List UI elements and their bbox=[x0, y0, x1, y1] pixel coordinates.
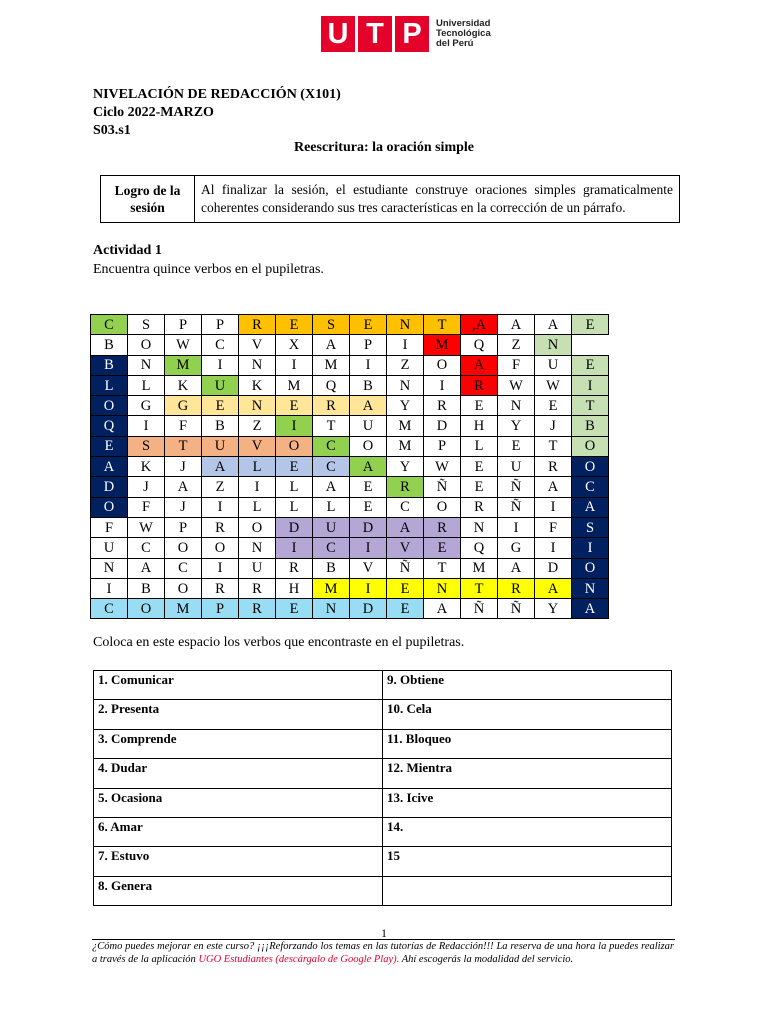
grid-cell: E bbox=[202, 396, 239, 416]
grid-cell: I bbox=[535, 497, 572, 517]
grid-cell: C bbox=[91, 599, 128, 619]
grid-cell: U bbox=[91, 538, 128, 558]
grid-cell: W bbox=[535, 375, 572, 395]
grid-cell: C bbox=[91, 315, 128, 335]
grid-cell: C bbox=[572, 477, 609, 497]
answer-cell[interactable]: 12. Mientra bbox=[383, 759, 672, 788]
grid-cell: O bbox=[239, 517, 276, 537]
answer-row bbox=[94, 817, 672, 846]
grid-cell: O bbox=[165, 578, 202, 598]
logo-letter-p: P bbox=[395, 16, 429, 52]
grid-cell: R bbox=[424, 517, 461, 537]
grid-cell: T bbox=[165, 436, 202, 456]
logro-label: Logro de la sesión bbox=[101, 176, 195, 222]
grid-cell: Ñ bbox=[498, 599, 535, 619]
grid-cell: L bbox=[91, 375, 128, 395]
grid-cell: O bbox=[128, 599, 165, 619]
grid-cell: R bbox=[498, 578, 535, 598]
grid-cell: L bbox=[313, 497, 350, 517]
grid-cell: O bbox=[424, 355, 461, 375]
answer-cell[interactable]: 7. Estuvo bbox=[94, 847, 383, 876]
grid-cell: D bbox=[424, 416, 461, 436]
answer-row bbox=[94, 847, 672, 876]
grid-cell: L bbox=[276, 477, 313, 497]
grid-cell: L bbox=[239, 497, 276, 517]
grid-cell: E bbox=[91, 436, 128, 456]
grid-cell: R bbox=[239, 315, 276, 335]
grid-cell: O bbox=[276, 436, 313, 456]
grid-cell: O bbox=[350, 436, 387, 456]
answer-cell[interactable]: 14. bbox=[383, 817, 672, 846]
grid-cell: P bbox=[202, 599, 239, 619]
grid-cell: Ñ bbox=[498, 477, 535, 497]
answer-cell[interactable]: 10. Cela bbox=[383, 700, 672, 729]
grid-cell: R bbox=[202, 517, 239, 537]
grid-cell: L bbox=[128, 375, 165, 395]
grid-cell: E bbox=[350, 497, 387, 517]
grid-cell: V bbox=[239, 436, 276, 456]
grid-cell: F bbox=[91, 517, 128, 537]
footer-note: ¿Cómo puedes mejorar en este curso? ¡¡¡Reforzando los temas en las tutorías de Redacción!!! La reserva de una hora la puedes realizar a través de la aplicación UGO Estudiantes (descárgalo de Google Play). Ahí escogerás la modalidad del servicio. bbox=[92, 941, 674, 965]
grid-cell: E bbox=[276, 315, 313, 335]
grid-cell: M bbox=[313, 355, 350, 375]
grid-cell: Z bbox=[387, 355, 424, 375]
grid-cell: B bbox=[313, 558, 350, 578]
activity-instruction: Encuentra quince verbos en el pupiletras. bbox=[93, 262, 324, 277]
grid-cell: P bbox=[424, 436, 461, 456]
grid-cell: C bbox=[202, 335, 239, 355]
ugo-app-link[interactable]: UGO Estudiantes (descárgalo de Google Play). bbox=[198, 954, 400, 965]
grid-cell: O bbox=[424, 497, 461, 517]
grid-cell: U bbox=[535, 355, 572, 375]
grid-cell: X bbox=[276, 335, 313, 355]
grid-row bbox=[91, 517, 609, 537]
grid-cell: M bbox=[387, 416, 424, 436]
grid-cell: N bbox=[572, 578, 609, 598]
grid-cell: E bbox=[350, 315, 387, 335]
grid-cell: I bbox=[128, 416, 165, 436]
grid-cell: Z bbox=[202, 477, 239, 497]
grid-row bbox=[91, 578, 609, 598]
grid-cell: S bbox=[572, 517, 609, 537]
grid-cell: N bbox=[239, 538, 276, 558]
grid-cell: A bbox=[424, 599, 461, 619]
answers-table bbox=[93, 670, 672, 906]
grid-cell: O bbox=[91, 396, 128, 416]
grid-cell: P bbox=[202, 315, 239, 335]
grid-cell: D bbox=[91, 477, 128, 497]
grid-cell: T bbox=[535, 436, 572, 456]
answer-row bbox=[94, 729, 672, 758]
grid-cell: C bbox=[313, 538, 350, 558]
grid-cell: O bbox=[165, 538, 202, 558]
grid-cell: H bbox=[461, 416, 498, 436]
cycle-label: Ciclo 2022-MARZO bbox=[93, 105, 214, 120]
grid-cell: P bbox=[350, 335, 387, 355]
grid-cell: M bbox=[313, 578, 350, 598]
grid-cell: S bbox=[128, 436, 165, 456]
grid-cell: V bbox=[350, 558, 387, 578]
grid-cell: J bbox=[128, 477, 165, 497]
grid-cell: C bbox=[387, 497, 424, 517]
grid-cell: I bbox=[202, 355, 239, 375]
grid-cell: A bbox=[165, 477, 202, 497]
grid-cell: W bbox=[128, 517, 165, 537]
grid-cell: H bbox=[276, 578, 313, 598]
grid-cell: N bbox=[239, 355, 276, 375]
grid-cell: W bbox=[424, 457, 461, 477]
university-name: Universidad Tecnológica del Perú bbox=[436, 18, 491, 49]
grid-cell: G bbox=[128, 396, 165, 416]
grid-cell: V bbox=[239, 335, 276, 355]
grid-cell: I bbox=[239, 477, 276, 497]
grid-cell: I bbox=[424, 375, 461, 395]
grid-cell: K bbox=[239, 375, 276, 395]
grid-row bbox=[91, 538, 609, 558]
answer-cell[interactable]: 9. Obtiene bbox=[383, 671, 672, 700]
grid-cell: I bbox=[572, 375, 609, 395]
grid-cell: Q bbox=[313, 375, 350, 395]
grid-cell: M bbox=[424, 335, 461, 355]
grid-cell: C bbox=[313, 436, 350, 456]
grid-cell: E bbox=[387, 599, 424, 619]
answer-cell[interactable]: 13. Icive bbox=[383, 788, 672, 817]
grid-cell: B bbox=[91, 335, 128, 355]
grid-cell: O bbox=[128, 335, 165, 355]
answer-row bbox=[94, 671, 672, 700]
grid-cell: I bbox=[91, 578, 128, 598]
grid-cell: M bbox=[387, 436, 424, 456]
grid-cell: J bbox=[535, 416, 572, 436]
grid-cell: R bbox=[387, 477, 424, 497]
grid-cell: K bbox=[128, 457, 165, 477]
grid-row bbox=[91, 558, 609, 578]
grid-cell: N bbox=[313, 599, 350, 619]
grid-row bbox=[91, 477, 609, 497]
grid-cell: B bbox=[572, 416, 609, 436]
grid-cell: A bbox=[202, 457, 239, 477]
grid-row bbox=[91, 457, 609, 477]
grid-cell: Ñ bbox=[387, 558, 424, 578]
grid-cell: D bbox=[276, 517, 313, 537]
grid-cell: R bbox=[424, 396, 461, 416]
grid-cell: Y bbox=[387, 457, 424, 477]
grid-cell: I bbox=[350, 355, 387, 375]
grid-cell: N bbox=[128, 355, 165, 375]
grid-cell: A bbox=[498, 315, 535, 335]
grid-cell: I bbox=[276, 538, 313, 558]
grid-cell: Q bbox=[91, 416, 128, 436]
grid-cell: I bbox=[276, 416, 313, 436]
grid-cell: R bbox=[461, 497, 498, 517]
grid-cell: U bbox=[350, 416, 387, 436]
grid-cell: B bbox=[350, 375, 387, 395]
grid-cell: O bbox=[572, 558, 609, 578]
grid-cell: F bbox=[165, 416, 202, 436]
grid-cell: S bbox=[128, 315, 165, 335]
grid-cell: A bbox=[535, 477, 572, 497]
answer-cell[interactable]: 8. Genera bbox=[94, 876, 383, 905]
grid-cell: K bbox=[165, 375, 202, 395]
grid-cell: A bbox=[535, 578, 572, 598]
grid-cell: E bbox=[461, 457, 498, 477]
grid-row bbox=[91, 375, 609, 395]
grid-cell: A bbox=[128, 558, 165, 578]
grid-cell: I bbox=[387, 335, 424, 355]
grid-cell: N bbox=[387, 375, 424, 395]
grid-cell: Y bbox=[535, 599, 572, 619]
grid-cell: B bbox=[202, 416, 239, 436]
grid-cell: A bbox=[350, 457, 387, 477]
grid-cell: Ñ bbox=[498, 497, 535, 517]
grid-cell: R bbox=[239, 599, 276, 619]
grid-cell: D bbox=[350, 599, 387, 619]
grid-cell: W bbox=[498, 375, 535, 395]
grid-cell: I bbox=[202, 558, 239, 578]
answer-cell[interactable]: 5. Ocasiona bbox=[94, 788, 383, 817]
grid-row bbox=[91, 497, 609, 517]
answers-instruction: Coloca en este espacio los verbos que encontraste en el pupiletras. bbox=[93, 635, 465, 650]
grid-cell: N bbox=[91, 558, 128, 578]
grid-cell: A bbox=[387, 517, 424, 537]
grid-row bbox=[91, 396, 609, 416]
grid-cell: C bbox=[128, 538, 165, 558]
grid-cell: J bbox=[165, 497, 202, 517]
grid-cell: R bbox=[276, 558, 313, 578]
grid-cell: I bbox=[350, 578, 387, 598]
grid-cell: I bbox=[276, 355, 313, 375]
grid-cell: I bbox=[535, 538, 572, 558]
grid-cell: N bbox=[461, 517, 498, 537]
grid-cell: F bbox=[128, 497, 165, 517]
grid-cell: U bbox=[202, 375, 239, 395]
grid-cell: E bbox=[387, 578, 424, 598]
grid-cell: T bbox=[313, 416, 350, 436]
grid-cell: U bbox=[498, 457, 535, 477]
grid-cell: A bbox=[572, 599, 609, 619]
grid-cell: I bbox=[350, 538, 387, 558]
grid-cell: C bbox=[165, 558, 202, 578]
grid-cell: R bbox=[202, 578, 239, 598]
grid-cell: M bbox=[276, 375, 313, 395]
grid-row bbox=[91, 335, 609, 355]
activity-title: Actividad 1 bbox=[93, 243, 162, 258]
grid-cell: L bbox=[239, 457, 276, 477]
grid-cell: F bbox=[535, 517, 572, 537]
grid-cell: E bbox=[276, 457, 313, 477]
grid-cell: P bbox=[165, 315, 202, 335]
grid-cell: M bbox=[165, 355, 202, 375]
grid-cell: L bbox=[276, 497, 313, 517]
logo-letter-t: T bbox=[358, 16, 392, 52]
grid-row bbox=[91, 436, 609, 456]
grid-cell: E bbox=[461, 477, 498, 497]
course-title: NIVELACIÓN DE REDACCIÓN (X101) bbox=[93, 87, 341, 102]
grid-cell: I bbox=[572, 538, 609, 558]
grid-cell: R bbox=[239, 578, 276, 598]
grid-cell: R bbox=[313, 396, 350, 416]
grid-cell: Ñ bbox=[461, 599, 498, 619]
grid-cell: T bbox=[461, 578, 498, 598]
answer-cell[interactable]: 2. Presenta bbox=[94, 700, 383, 729]
logro-table bbox=[100, 175, 680, 223]
grid-cell: Ñ bbox=[424, 477, 461, 497]
grid-cell: E bbox=[461, 396, 498, 416]
grid-cell: A bbox=[350, 396, 387, 416]
grid-cell: N bbox=[424, 578, 461, 598]
grid-cell: V bbox=[387, 538, 424, 558]
answer-row bbox=[94, 700, 672, 729]
grid-cell: P bbox=[165, 517, 202, 537]
grid-cell: B bbox=[91, 355, 128, 375]
grid-cell: ,A bbox=[461, 315, 498, 335]
answer-row bbox=[94, 788, 672, 817]
grid-cell: Q bbox=[461, 538, 498, 558]
logo-letter-u: U bbox=[321, 16, 355, 52]
grid-cell: I bbox=[202, 497, 239, 517]
logro-text: Al finalizar la sesión, el estudiante construye oraciones simples gramaticalmente coherentes considerando sus tres características en la corrección de un párrafo. bbox=[201, 182, 673, 215]
page-number: 1 bbox=[381, 926, 387, 940]
grid-cell: W bbox=[165, 335, 202, 355]
grid-cell: N bbox=[498, 396, 535, 416]
grid-cell: I bbox=[498, 517, 535, 537]
grid-cell: Z bbox=[239, 416, 276, 436]
grid-cell: A bbox=[498, 558, 535, 578]
grid-cell: G bbox=[165, 396, 202, 416]
grid-cell: D bbox=[535, 558, 572, 578]
grid-cell: E bbox=[572, 315, 609, 335]
grid-cell: O bbox=[572, 436, 609, 456]
grid-cell: R bbox=[461, 375, 498, 395]
grid-cell: M bbox=[461, 558, 498, 578]
grid-cell: E bbox=[350, 477, 387, 497]
grid-cell: Z bbox=[498, 335, 535, 355]
grid-cell: A bbox=[91, 457, 128, 477]
grid-row bbox=[91, 315, 609, 335]
answer-cell[interactable]: 15 bbox=[383, 847, 672, 876]
grid-cell: E bbox=[535, 396, 572, 416]
grid-row bbox=[91, 355, 609, 375]
grid-cell: E bbox=[276, 396, 313, 416]
answer-cell[interactable]: 4. Dudar bbox=[94, 759, 383, 788]
grid-cell: J bbox=[165, 457, 202, 477]
grid-cell: O bbox=[202, 538, 239, 558]
session-label: S03.s1 bbox=[93, 123, 131, 138]
grid-cell: F bbox=[498, 355, 535, 375]
page-subtitle: Reescritura: la oración simple bbox=[293, 140, 474, 155]
grid-cell: O bbox=[572, 457, 609, 477]
grid-cell: Q bbox=[461, 335, 498, 355]
grid-cell: C bbox=[313, 457, 350, 477]
grid-cell: E bbox=[572, 355, 609, 375]
grid-cell: U bbox=[239, 558, 276, 578]
grid-cell: A bbox=[461, 355, 498, 375]
answer-cell[interactable]: 3. Comprende bbox=[94, 729, 383, 758]
grid-cell: Y bbox=[387, 396, 424, 416]
grid-cell: E bbox=[276, 599, 313, 619]
grid-cell: T bbox=[572, 396, 609, 416]
grid-cell: E bbox=[498, 436, 535, 456]
grid-cell: E bbox=[424, 538, 461, 558]
grid-cell: A bbox=[313, 335, 350, 355]
grid-cell: A bbox=[572, 497, 609, 517]
grid-cell: B bbox=[128, 578, 165, 598]
word-search-grid bbox=[90, 314, 609, 619]
grid-cell: N bbox=[535, 335, 572, 355]
grid-cell: S bbox=[313, 315, 350, 335]
grid-cell: T bbox=[424, 315, 461, 335]
grid-cell: R bbox=[535, 457, 572, 477]
answer-row bbox=[94, 876, 672, 905]
grid-cell: N bbox=[239, 396, 276, 416]
answer-cell[interactable]: 6. Amar bbox=[94, 817, 383, 846]
grid-cell: N bbox=[387, 315, 424, 335]
grid-cell: L bbox=[461, 436, 498, 456]
grid-cell: G bbox=[498, 538, 535, 558]
answer-cell[interactable]: 1. Comunicar bbox=[94, 671, 383, 700]
grid-cell: U bbox=[313, 517, 350, 537]
grid-cell: T bbox=[424, 558, 461, 578]
grid-cell: O bbox=[91, 497, 128, 517]
grid-cell: A bbox=[535, 315, 572, 335]
answer-cell[interactable]: 11. Bloqueo bbox=[383, 729, 672, 758]
answer-cell[interactable] bbox=[383, 876, 672, 905]
grid-cell: M bbox=[165, 599, 202, 619]
utp-logo bbox=[321, 16, 491, 52]
grid-row bbox=[91, 416, 609, 436]
answer-row bbox=[94, 759, 672, 788]
grid-cell: D bbox=[350, 517, 387, 537]
grid-cell: Y bbox=[498, 416, 535, 436]
grid-cell: U bbox=[202, 436, 239, 456]
grid-cell: A bbox=[313, 477, 350, 497]
grid-row bbox=[91, 599, 609, 619]
